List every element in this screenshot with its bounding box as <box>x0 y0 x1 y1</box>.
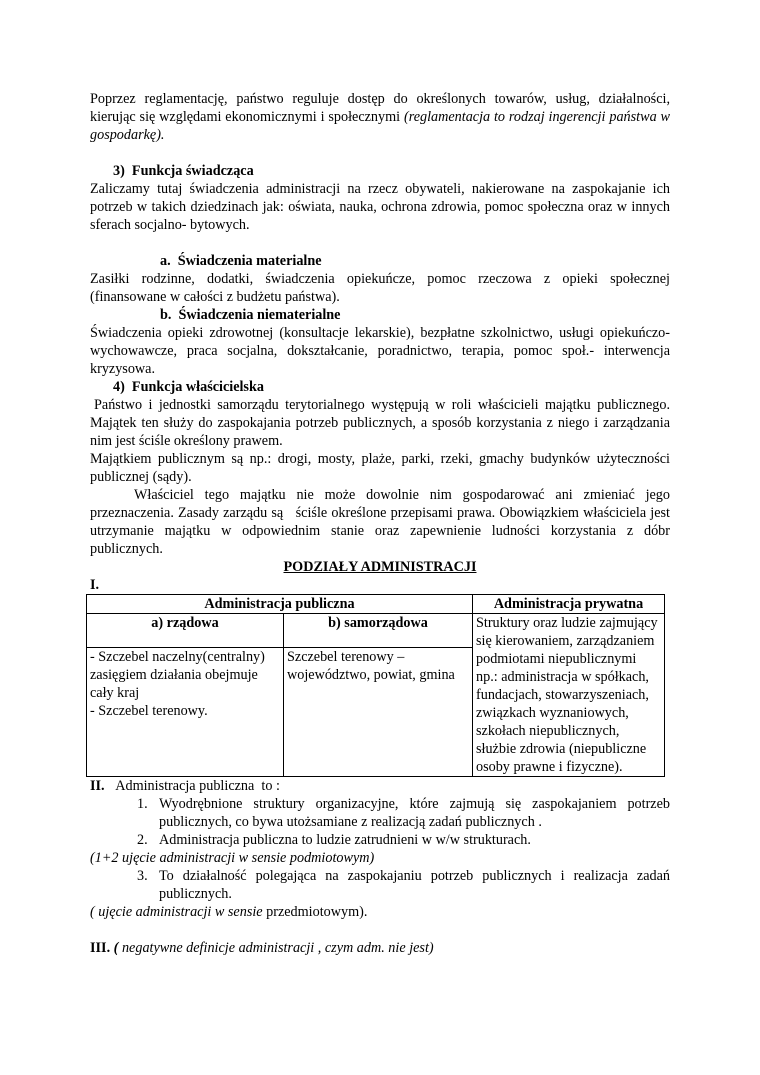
divisions-title: PODZIAŁY ADMINISTRACJI <box>283 559 477 575</box>
objective-note-italic: ( ujęcie administracji w sensie <box>90 904 267 920</box>
section-3-paren: ( <box>110 940 119 956</box>
intro-italic-note: (reglamentacja to rodzaj ingerencji państwa w gospodarkę). <box>90 109 670 143</box>
list-item <box>137 795 670 831</box>
function-4-paragraph-2: Majątkiem publicznym są np.: drogi, mosty, plaże, parki, rzeki, gmachy budynków użyteczności publicznej (sądy). <box>90 451 670 485</box>
function-3-text: Zaliczamy tutaj świadczenia administracji na rzecz obywateli, nakierowane na zaspokajanie ich potrzeb w takich dziedzinach jak: oświata, nauka, ochrona zdrowia, pomoc społeczna oraz w innych sferach socjalno- bytowych. <box>90 181 670 233</box>
section-2-list <box>90 795 670 849</box>
section-2-list-continued <box>90 867 670 903</box>
list-item-number: 2. <box>137 832 148 848</box>
list-item <box>137 831 670 849</box>
heading-function-4: 4) Funkcja właścicielska <box>113 379 264 395</box>
administration-table <box>86 594 665 777</box>
self-government-cell: Szczebel terenowy – województwo, powiat, gmina <box>284 647 473 776</box>
list-item-text: Administracja publiczna to ludzie zatrudnieni w w/w strukturach. <box>159 832 531 848</box>
objective-note <box>90 903 670 921</box>
section-2-lead-text: Administracja publiczna to : <box>115 778 280 794</box>
heading-nonmaterial-benefits: b. Świadczenia niematerialne <box>160 307 341 323</box>
roman-three: III. <box>90 940 111 956</box>
material-benefits-text: Zasiłki rodzinne, dodatki, świadczenia opiekuńcze, pomoc rzeczowa z opieki społecznej (finansowane w całości z budżetu państwa). <box>90 271 670 305</box>
section-2-lead <box>90 777 670 795</box>
list-item-text: Wyodrębnione struktury organizacyjne, które zajmują się zaspokajaniem potrzeb publicznych, co bywa utożsamiane z realizacją zadań publicznych . <box>159 796 670 830</box>
objective-note-rest: przedmiotowym). <box>266 904 368 920</box>
intro-paragraph <box>90 90 670 144</box>
subjective-note: (1+2 ujęcie administracji w sensie podmiotowym) <box>90 850 375 866</box>
header-public-administration: Administracja publiczna <box>87 595 473 614</box>
header-government: a) rządowa <box>87 614 284 648</box>
heading-function-3: 3) Funkcja świadcząca <box>113 163 254 179</box>
government-cell <box>87 647 284 776</box>
section-3-text: negatywne definicje administracji , czym adm. nie jest) <box>118 940 434 956</box>
section-3-heading <box>90 939 670 957</box>
list-item <box>137 867 670 903</box>
list-item-number: 3. <box>137 868 148 884</box>
list-item-text: To działalność polegająca na zaspokajaniu potrzeb publicznych i realizacja zadań publicznych. <box>159 868 670 902</box>
function-4-paragraph-1: Państwo i jednostki samorządu terytorialnego występują w roli właścicieli majątku publicznego. Majątek ten służy do zaspokajania potrzeb publicznych, a sposób korzystania z niego i zarządzania nim jest ściśle określony prawem. <box>90 397 670 449</box>
roman-one: I. <box>90 577 100 593</box>
function-4-paragraph-3: Właściciel tego majątku nie może dowolnie nim gospodarować ani zmieniać jego przeznaczenia. Zasady zarządu są ściśle określone przepisami prawa. Obowiązkiem właściciela jest utrzymanie majątku w odpowiednim stanie oraz zapewnienie ludności korzystania z dóbr publicznych. <box>90 487 670 557</box>
document-page <box>90 90 670 957</box>
header-private-administration: Administracja prywatna <box>473 595 665 614</box>
heading-material-benefits: a. Świadczenia materialne <box>160 253 322 269</box>
nonmaterial-benefits-text: Świadczenia opieki zdrowotnej (konsultacje lekarskie), bezpłatne szkolnictwo, usługi opiekuńczo- wychowawcze, praca socjalna, dokształcanie, poradnictwo, terapia, pomoc społ.- interwencja kryzysowa. <box>90 325 670 377</box>
government-central-level: - Szczebel naczelny(centralny) zasięgiem działania obejmuje cały kraj <box>90 648 265 701</box>
list-item-number: 1. <box>137 796 148 812</box>
header-self-government: b) samorządowa <box>284 614 473 648</box>
private-administration-cell: Struktury oraz ludzie zajmujący się kierowaniem, zarządzaniem podmiotami niepublicznymi np.: administracja w spółkach, fundacjach, stowarzyszeniach, związkach wyznaniowych, szkołach niepublicznych, służbie zdrowia (niepubliczne osoby prawne i fizyczne). <box>473 614 665 777</box>
government-local-level: - Szczebel terenowy. <box>90 702 208 719</box>
intro-text: Poprzez reglamentację, państwo reguluje dostęp do określonych towarów, usług, działalności, kierując się względami ekonomicznymi i społecznymi <box>90 91 670 125</box>
roman-two: II. <box>90 778 105 794</box>
